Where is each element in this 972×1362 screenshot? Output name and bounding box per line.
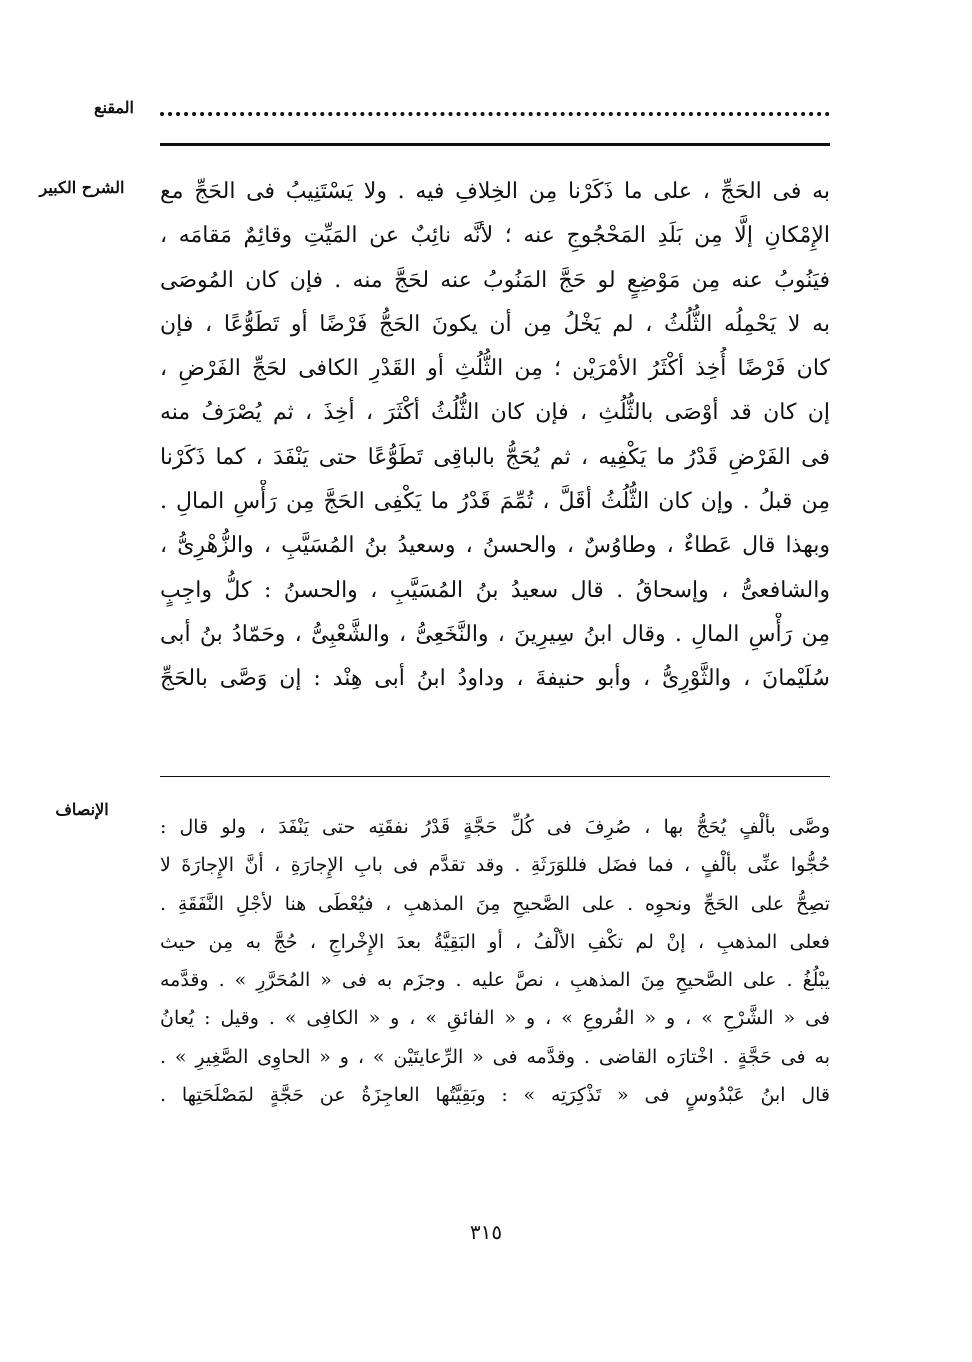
- page-number: ٣١٥: [469, 1220, 503, 1244]
- running-head-dots: [160, 104, 830, 132]
- text-line: فى الفَرْضِ قَدْرُ ما يَكْفِيه ، ثم يُحَجُّ بالباقِى تَطَوُّعًا حتى يَنْفَدَ ، كما ذَكَرْنا: [160, 444, 830, 470]
- text-line: حُجُّوا عنِّى بألْفٍ ، فما فضَل فللوَرَثَةِ . وقد تقدَّم فى بابِ الإِجارَةِ ، أنَّ الإِجارَةَ لا: [160, 854, 830, 877]
- text-line: به لا يَحْمِلُه الثُّلُثُ ، لم يَخْلُ مِن أن يكونَ الحَجُّ فَرْضًا أو تَطَوُّعًا ، فإن: [160, 311, 830, 337]
- header-rule: [160, 143, 830, 146]
- text-line: والشافعىُّ ، وإسحاقُ . قال سعيدُ بنُ المُسَيَّبِ ، والحسنُ : كلُّ واجِبٍ: [160, 577, 830, 603]
- text-line: فيَنُوبُ عنه مِن مَوْضِعٍ لو حَجَّ المَنُوبُ عنه لحَجَّ منه . فإن كان المُوصَى: [160, 267, 830, 293]
- text-line: قال ابنُ عَبْدُوسٍ فى « تَذْكِرَتِه » : وبَقِيَّتُها العاجِزَةُ عن حَجَّةٍ لمَصْلَحَتِها .: [160, 1084, 830, 1107]
- section-divider: [160, 776, 830, 777]
- insaf-notes-text: [160, 808, 830, 1114]
- text-line: وصَّى بألْفٍ يُحَجُّ بها ، صُرِفَ فى كُلِّ حَجَّةٍ قَدْرُ نفقَتِه حتى يَنْفَدَ ، ولو قال :: [160, 816, 830, 838]
- text-line: تصِحُّ على الحَجِّ ونحوِه . على الصَّحيحِ مِنَ المذهبِ ، فيُعْطَى هنا لأجْلِ النَّفَقَةِ .: [160, 892, 830, 915]
- text-line: سُلَيْمانَ ، والثَّوْرِىُّ ، وأبو حنيفةَ ، وداودُ ابنُ أبى هِنْد : إن وَصَّى بالحَجِّ: [160, 666, 830, 692]
- text-line: يبْلُغُ . على الصَّحيحِ مِنَ المذهبِ ، نصَّ عليه . وجزَم به فى « المُحَرَّرِ » . وقدَّمه: [160, 969, 830, 992]
- text-line: به فى الحَجِّ ، على ما ذَكَرْنا مِن الخِلافِ فيه . ولا يَسْتَنِيبُ فى الحَجِّ مع: [160, 179, 830, 204]
- running-title: المقنع: [93, 98, 134, 117]
- text-line: الإِمْكانِ إلَّا مِن بَلَدِ المَحْجُوجِ عنه ؛ لأنَّه نائِبٌ عن المَيِّتِ وقائِمٌ مَقامَه ،: [160, 223, 830, 249]
- notes-section-label: الإنصاف: [55, 800, 109, 819]
- text-line: به فى حَجَّةٍ . اخْتارَه القاضى . وقدَّمه فى « الرِّعايتَيْن » ، و « الحاوِى الصَّغِيرِ » .: [160, 1045, 830, 1068]
- text-line: مِن قبلُ . وإن كان الثُّلُثُ أقَلَّ ، تُمِّمَ قَدْرُ ما يَكْفِى الحَجَّ مِن رَأْسِ المالِ .: [160, 489, 830, 515]
- text-line: إن كان قد أوْصَى بالثُّلُثِ ، فإن كان الثُّلُثُ أكْثَرَ ، أخِذَ ، ثم يُصْرَفُ منه: [160, 400, 830, 426]
- text-line: فعلى المذهبِ ، إنْ لم تكْفِ الألْفُ ، أو البَقِيَّةُ بعدَ الإِخْراجِ ، حُجَّ به مِن حيث: [160, 930, 830, 953]
- text-line: كان فَرْضًا أُخِذ أكْثَرُ الأمْرَيْن ؛ مِن الثُّلُثِ أو القَدْرِ الكافى لحَجِّ الفَرْضِ ،: [160, 356, 830, 382]
- text-line: فى « الشَّرْحِ » ، و « الفُروعِ » ، و « الفائقِ » ، و « الكافِى » . وقيل : يُعانُ: [160, 1007, 830, 1030]
- main-section-label: الشرح الكبير: [39, 178, 125, 197]
- text-line: مِن رَأْسِ المالِ . وقال ابنُ سِيرِينَ ، والنَّخَعِىُّ ، والشَّعْبِىُّ ، وحَمّادُ بنُ أبى: [160, 621, 830, 647]
- text-line: وبهذا قال عَطاءٌ ، وطاوُسٌ ، والحسنُ ، وسعيدُ بنُ المُسَيَّبِ ، والزُّهْرِىُّ ،: [160, 533, 830, 559]
- main-commentary-text: [160, 170, 830, 702]
